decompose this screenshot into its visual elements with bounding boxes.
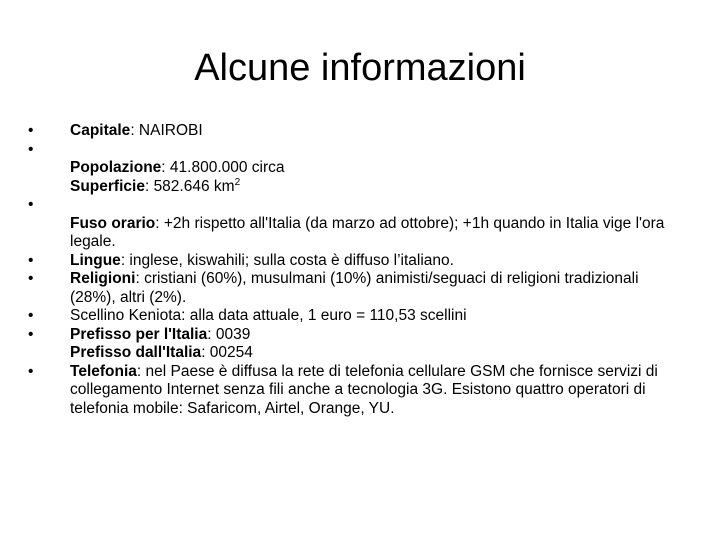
fuso-label: Fuso orario	[70, 214, 156, 232]
prefisso-per-label: Prefisso per l'Italia	[70, 325, 208, 343]
popolazione-label: Popolazione	[70, 159, 162, 176]
popolazione-value: : 41.800.000 circa	[161, 159, 285, 176]
bullet-dot: •	[28, 307, 34, 324]
prefisso-dall-value: : 00254	[201, 344, 253, 361]
bullet-popolazione	[28, 141, 678, 197]
telefonia-value: : nel Paese è diffusa la rete di telefonia cellulare GSM che fornisce servizi di collegamento Internet senza fili anche a tecnologia 3G. Esistono quattro operatori di telefonia mobile: Safaricom, Airtel, Orange, YU.	[70, 362, 658, 417]
lingue-label: Lingue	[70, 251, 121, 269]
superficie-unit-superscript: 2	[234, 176, 241, 188]
capitale-label: Capitale	[70, 122, 131, 139]
capitale-value: : NAIROBI	[130, 122, 203, 139]
bullet-capitale	[28, 122, 678, 141]
superficie-label: Superficie	[70, 177, 145, 195]
fuso-value: : +2h rispetto all'Italia (da marzo ad ottobre); +1h quando in Italia vige l'ora legale.	[70, 214, 665, 250]
telefonia-label: Telefonia	[70, 362, 137, 380]
bullet-dot: •	[28, 122, 34, 139]
bullet-dot: •	[28, 325, 34, 343]
superficie-value: : 582.646 km	[144, 177, 235, 195]
lingue-value: : inglese, kiswahili; sulla costa è diffuso l’italiano.	[120, 251, 454, 269]
prefisso-dall-label: Prefisso dall'Italia	[70, 344, 202, 361]
bullet-fuso-orario	[28, 196, 678, 252]
bullet-religioni	[28, 270, 678, 307]
valuta-text: Scellino Keniota: alla data attuale, 1 euro = 110,53 scellini	[70, 307, 467, 324]
bullet-dot: •	[28, 251, 34, 269]
bullet-list	[28, 122, 678, 418]
bullet-lingue	[28, 252, 678, 271]
religioni-label: Religioni	[70, 270, 136, 287]
bullet-prefissi	[28, 326, 678, 363]
bullet-telefonia	[28, 363, 678, 419]
slide-title: Alcune informazioni	[194, 47, 526, 89]
bullet-dot: •	[28, 270, 34, 287]
bullet-valuta	[28, 307, 678, 326]
prefisso-per-value: : 0039	[207, 325, 251, 343]
religioni-value: : cristiani (60%), musulmani (10%) animisti/seguaci di religioni tradizionali (28%), altri (2%).	[70, 270, 639, 306]
bullet-dot: •	[28, 362, 34, 380]
bullet-dot: •	[28, 196, 34, 213]
bullet-dot: •	[28, 140, 34, 158]
